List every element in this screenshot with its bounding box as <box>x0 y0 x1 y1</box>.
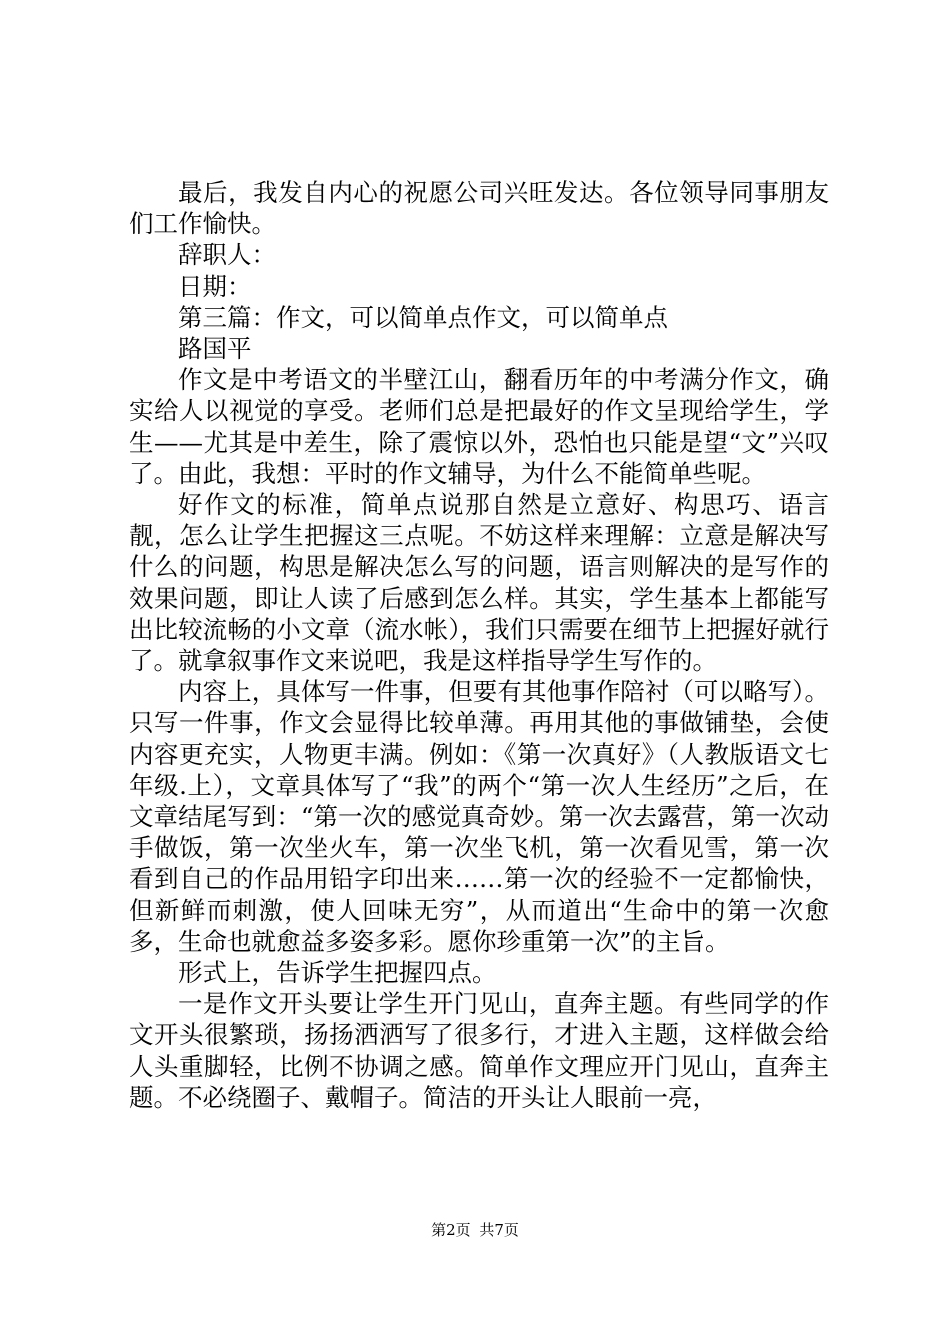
resigner-line: 辞职人： <box>178 240 276 270</box>
page-number: 第2页 <box>431 1221 471 1239</box>
body-paragraph: 内容上，具体写一件事，但要有其他事作陪衬（可以略写）。只写一件事，作文会显得比较单薄。再用其他的事做铺垫，会使内容更充实，人物更丰满。例如：《第一次真好》（人教版语文七年级.上），文章具体写了“我”的两个“第一次人生经历”之后，在文章结尾写到：“第一次的感觉真奇妙。第一次去露营，第一次动手做饭，第一次坐火车，第一次坐飞机，第一次看见雪，第一次看到自己的作品用铅字印出来……第一次的经验不一定都愉快，但新鲜而刺激，使人回味无穷”，从而道出“生命中的第一次愈多，生命也就愈益多姿多彩。愿你珍重第一次”的主旨。 <box>129 677 829 956</box>
date-line: 日期： <box>178 271 252 301</box>
section-title: 第三篇：作文，可以简单点作文，可以简单点 <box>178 302 668 332</box>
body-paragraph: 作文是中考语文的半壁江山，翻看历年的中考满分作文，确实给人以视觉的享受。老师们总是把最好的作文呈现给学生，学生——尤其是中差生，除了震惊以外，恐怕也只能是望“文”兴叹了。由此，我想：平时的作文辅导，为什么不能简单些呢。 <box>129 365 829 488</box>
author-line: 路国平 <box>178 334 252 364</box>
body-paragraph: 形式上，告诉学生把握四点。 <box>178 958 497 988</box>
body-paragraph: 一是作文开头要让学生开门见山，直奔主题。有些同学的作文开头很繁琐，扬扬洒洒写了很多行，才进入主题，这样做会给人头重脚轻，比例不协调之感。简单作文理应开门见山，直奔主题。不必绕圈子、戴帽子。简洁的开头让人眼前一亮， <box>129 989 829 1112</box>
closing-paragraph: 最后，我发自内心的祝愿公司兴旺发达。各位领导同事朋友们工作愉快。 <box>129 178 829 239</box>
page-total: 共7页 <box>479 1221 519 1239</box>
body-paragraph: 好作文的标准，简单点说那自然是立意好、构思巧、语言靓，怎么让学生把握这三点呢。不妨这样来理解：立意是解决写什么的问题，构思是解决怎么写的问题，语言则解决的是写作的效果问题，即让人读了后感到怎么样。其实，学生基本上都能写出比较流畅的小文章（流水帐），我们只需要在细节上把握好就行了。就拿叙事作文来说吧，我是这样指导学生写作的。 <box>129 490 829 676</box>
document-body <box>129 177 829 1113</box>
page-footer <box>0 1219 950 1240</box>
